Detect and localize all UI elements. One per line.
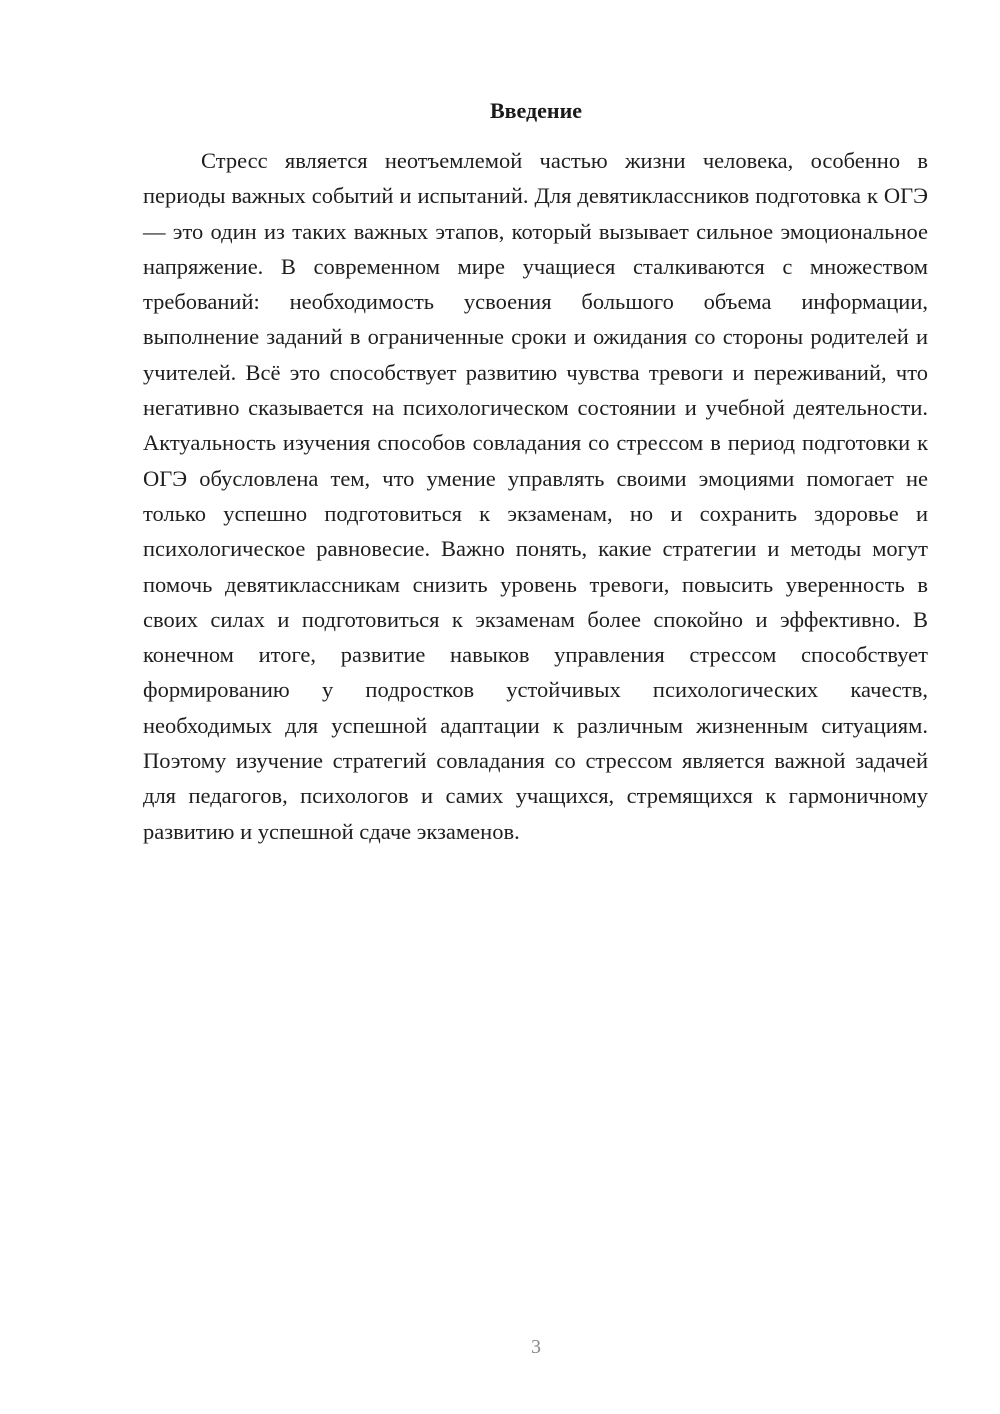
body-paragraph: Стресс является неотъемлемой частью жизни человека, особенно в периоды важных событий и испытаний. Для девятиклассников подготовка к ОГЭ — это один из таких важных этапов, который вызывает сильное эмоциональное напряжение. В современном мире учащиеся сталкиваются с множеством требований: необходимость усвоения большого объема информации, выполнение заданий в ограниченные сроки и ожидания со стороны родителей и учителей. Всё это способствует развитию чувства тревоги и переживаний, что негативно сказывается на психологическом состоянии и учебной деятельности. Актуальность изучения способов совладания со стрессом в период подготовки к ОГЭ обусловлена тем, что умение управлять своими эмоциями помогает не только успешно подготовиться к экзаменам, но и сохранить здоровье и психологическое равновесие. Важно понять, какие стратегии и методы могут помочь девятиклассникам снизить уровень тревоги, повысить уверенность в своих силах и подготовиться к экзаменам более спокойно и эффективно. В конечном итоге, развитие навыков управления стрессом способствует формированию у подростков устойчивых психологических качеств, необходимых для успешной адаптации к различным жизненным ситуациям. Поэтому изучение стратегий совладания со стрессом является важной задачей для педагогов, психологов и самих учащихся, стремящихся к гармоничному развитию и успешной сдаче экзаменов. bbox=[143, 148, 928, 844]
page-number: 3 bbox=[531, 1336, 541, 1358]
section-title: Введение bbox=[489, 98, 583, 123]
